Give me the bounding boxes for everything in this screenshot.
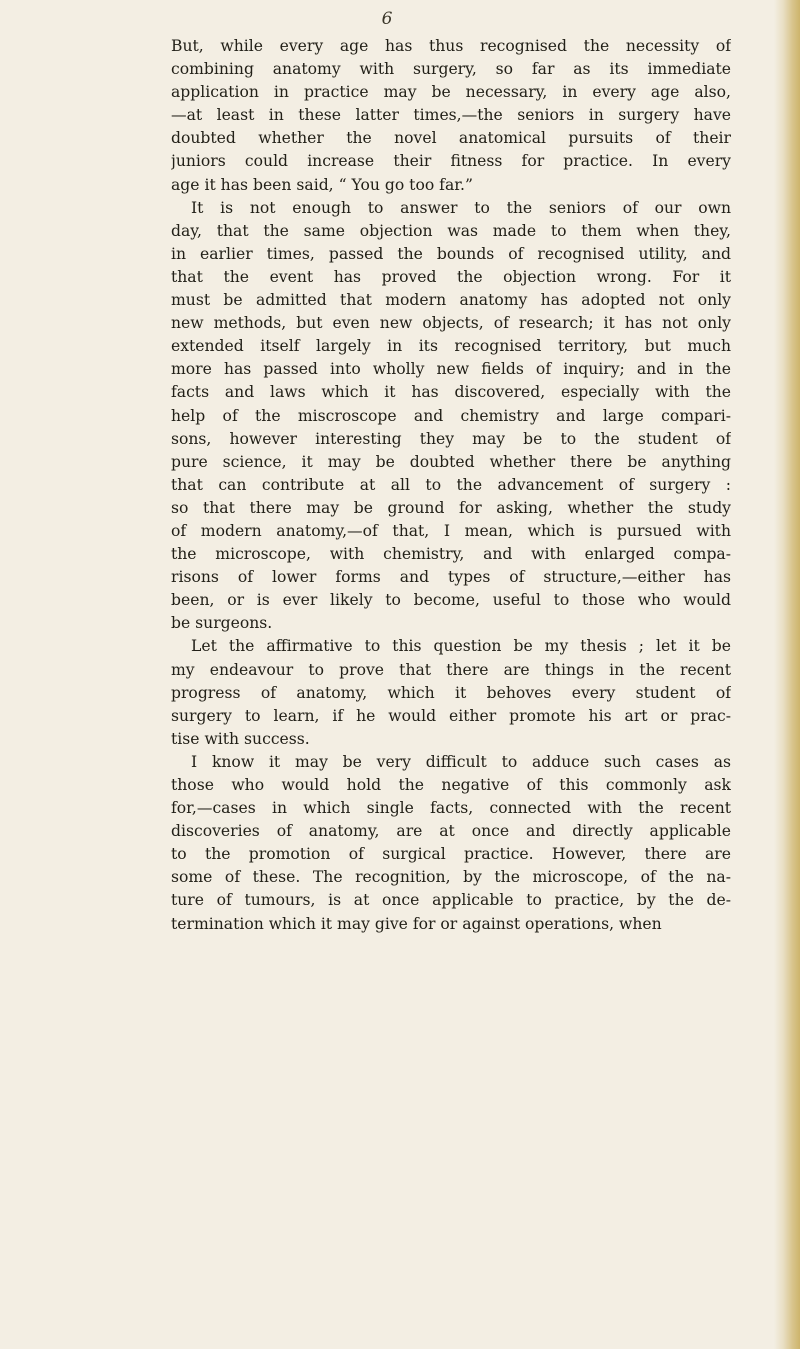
text-line: sons, however interesting they may be to the student of	[171, 429, 731, 448]
text-line: juniors could increase their fitness for practice. In every	[171, 152, 731, 171]
text-line: that the event has proved the objection wrong. For it	[171, 267, 731, 286]
page-number: 6	[381, 9, 393, 29]
text-line: to the promotion of surgical practice. However, there are	[171, 845, 731, 864]
text-line: my endeavour to prove that there are things in the recent	[171, 660, 731, 679]
text-line: the microscope, with chemistry, and with enlarged compa-	[171, 545, 731, 564]
text-line: that can contribute at all to the advancement of surgery :	[171, 475, 731, 494]
text-line: facts and laws which it has discovered, especially with the	[171, 383, 731, 402]
text-line: of modern anatomy,—of that, I mean, which is pursued with	[171, 521, 731, 540]
page-edge-shadow	[774, 0, 800, 1349]
text-line: —at least in these latter times,—the seniors in surgery have	[171, 106, 731, 125]
text-line: discoveries of anatomy, are at once and directly applicable	[171, 822, 731, 841]
paragraph	[171, 197, 731, 636]
text-line: age it has been said, “ You go too far.”	[171, 175, 473, 194]
text-line: been, or is ever likely to become, useful to those who would	[171, 591, 731, 610]
text-line: must be admitted that modern anatomy has adopted not only	[171, 291, 731, 310]
text-line: be surgeons.	[171, 614, 273, 633]
text-line: ture of tumours, is at once applicable to practice, by the de-	[171, 891, 731, 910]
text-line: in earlier times, passed the bounds of recognised utility, and	[171, 244, 731, 263]
text-line: But, while every age has thus recognised the necessity of	[171, 37, 731, 55]
text-line: more has passed into wholly new fields of inquiry; and in the	[171, 360, 731, 379]
text-line: those who would hold the negative of this commonly ask	[171, 776, 731, 794]
text-line: day, that the same objection was made to them when they,	[171, 221, 731, 240]
paragraph	[171, 635, 731, 750]
text-line: so that there may be ground for asking, whether the study	[171, 498, 731, 517]
text-line: some of these. The recognition, by the microscope, of the na-	[171, 868, 731, 887]
text-line: help of the miscroscope and chemistry and large compari-	[171, 406, 731, 425]
text-line: extended itself largely in its recognised territory, but much	[171, 337, 731, 356]
text-line: combining anatomy with surgery, so far as its immediate	[171, 60, 731, 79]
text-line: risons of lower forms and types of structure,—either has	[171, 568, 731, 587]
text-line: It is not enough to answer to the seniors of our own	[191, 198, 731, 217]
paragraph	[171, 751, 731, 936]
text-line: progress of anatomy, which it behoves every student of	[171, 683, 731, 702]
text-line: pure science, it may be doubted whether there be anything	[171, 452, 731, 471]
text-line: I know it may be very difficult to adduce such cases as	[191, 752, 731, 771]
text-line: tise with success.	[171, 729, 310, 748]
text-line: termination which it may give for or against operations, when	[171, 914, 662, 933]
paragraph	[171, 35, 731, 197]
text-line: for,—cases in which single facts, connected with the recent	[171, 799, 731, 818]
text-line: surgery to learn, if he would either promote his art or prac-	[171, 706, 731, 725]
text-line: new methods, but even new objects, of research; it has not only	[171, 314, 731, 333]
text-line: application in practice may be necessary, in every age also,	[171, 83, 731, 102]
body-text	[171, 35, 731, 936]
text-line: doubted whether the novel anatomical pursuits of their	[171, 129, 731, 148]
text-line: Let the affirmative to this question be my thesis ; let it be	[191, 637, 731, 656]
